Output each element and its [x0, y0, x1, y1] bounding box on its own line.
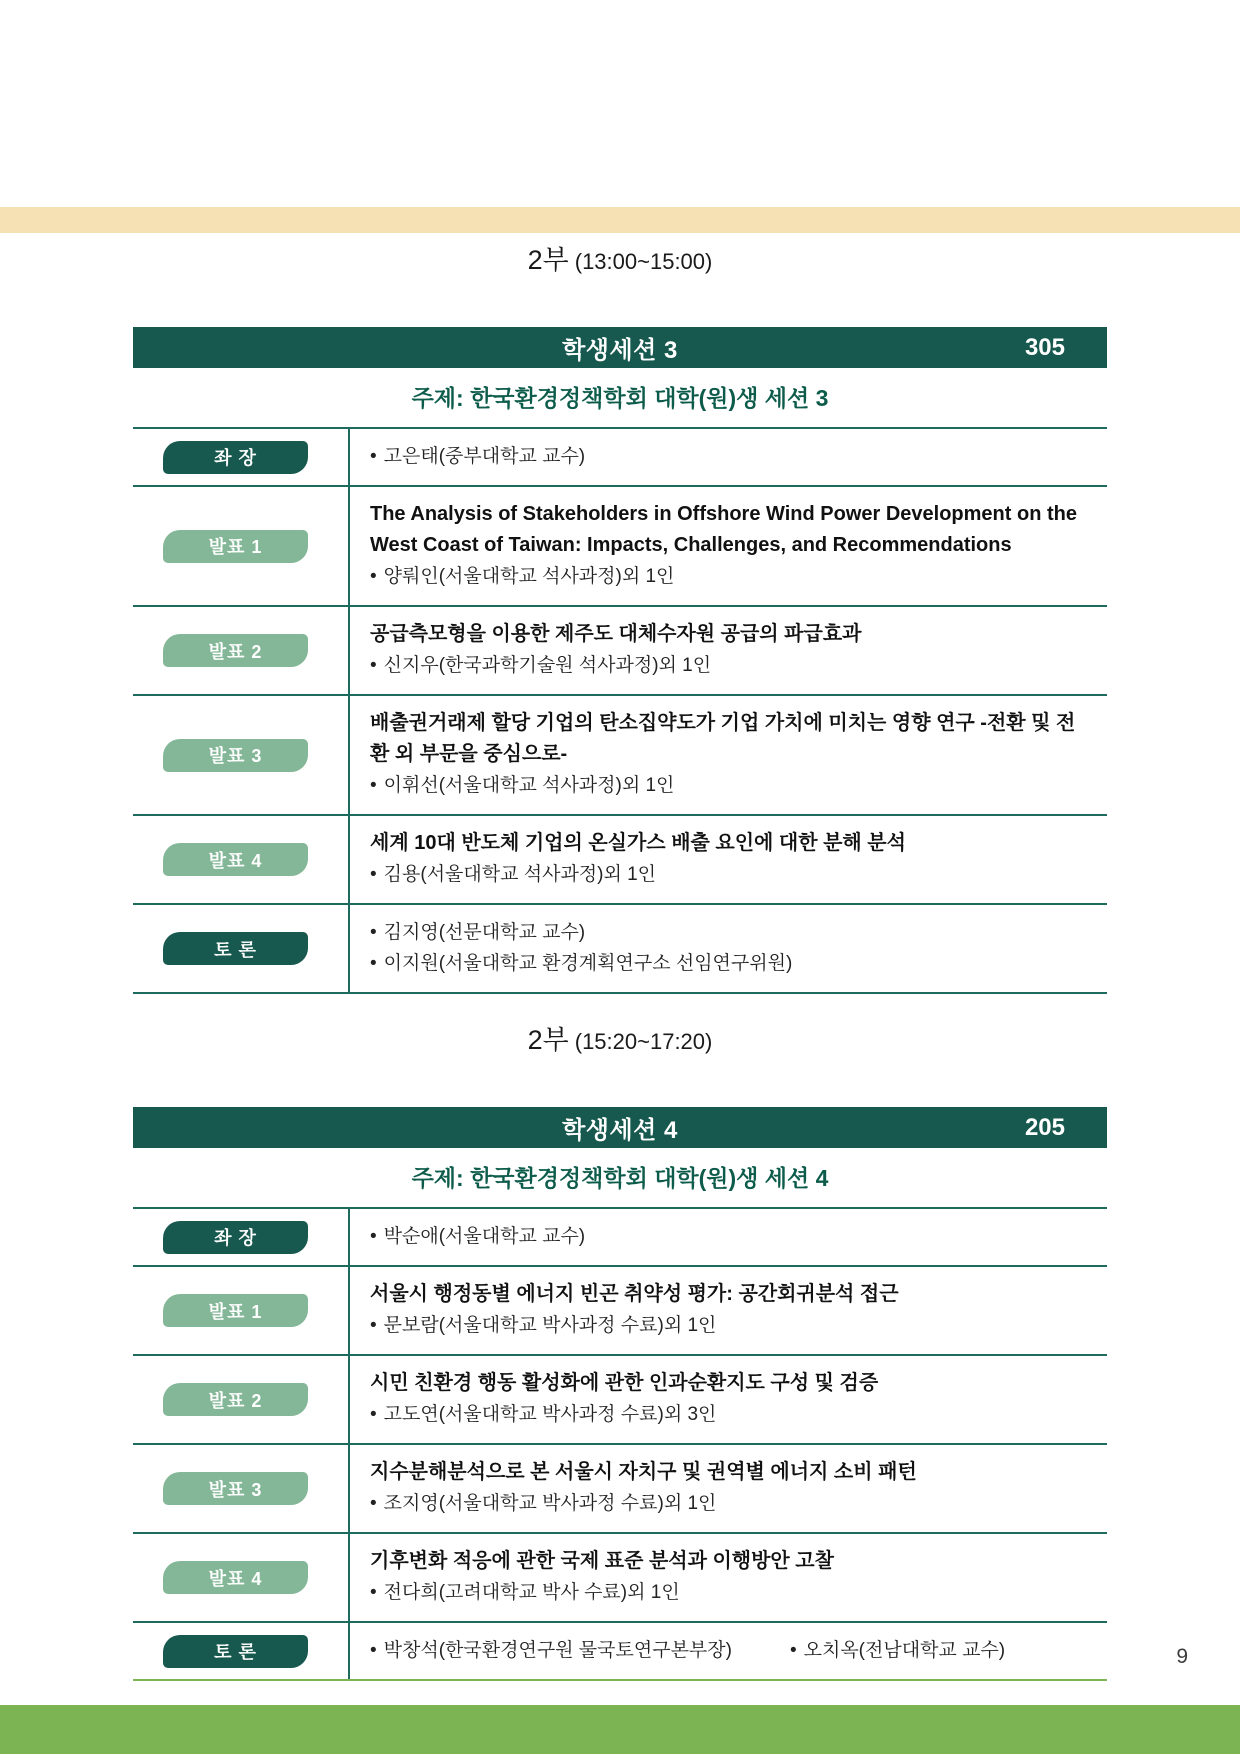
page-number: 9: [1176, 1645, 1188, 1668]
session-subtitle: 주제: 한국환경정책학회 대학(원)생 세션 3: [133, 368, 1107, 429]
row-label-pill: 발표 3: [163, 739, 308, 772]
row-label-cell: [133, 696, 350, 814]
person-line: [370, 650, 1089, 681]
person-name: 양뤄인(서울대학교 석사과정)외 1인: [383, 566, 675, 587]
table-row: [133, 1209, 1107, 1267]
person-line: [370, 770, 1089, 801]
row-content-cell: [350, 1267, 1107, 1354]
row-label-cell: [133, 1267, 350, 1354]
part-time: (15:20~17:20): [574, 1029, 713, 1054]
session-subtitle: 주제: 한국환경정책학회 대학(원)생 세션 4: [133, 1148, 1107, 1209]
person-name: 고도연(서울대학교 박사과정 수료)외 3인: [383, 1404, 717, 1425]
person-line: [370, 859, 1089, 890]
row-label-pill: 발표 1: [163, 1294, 308, 1327]
person-line: [370, 1577, 1089, 1608]
person-name: 오치옥(전남대학교 교수): [803, 1640, 1006, 1661]
row-content-cell: [350, 1534, 1107, 1621]
person-name: 문보람(서울대학교 박사과정 수료)외 1인: [383, 1315, 717, 1336]
row-label-cell: [133, 1356, 350, 1443]
table-row: [133, 1356, 1107, 1445]
session-table: [133, 327, 1107, 994]
person-name: 신지우(한국과학기술원 석사과정)외 1인: [383, 655, 712, 676]
person-line: [790, 1635, 1005, 1666]
presentation-title: 세계 10대 반도체 기업의 온실가스 배출 요인에 대한 분해 분석: [370, 832, 906, 854]
person-line: [370, 1399, 1089, 1430]
row-label-pill: 발표 2: [163, 634, 308, 667]
person-name: 김지영(선문대학교 교수): [383, 922, 586, 943]
person-name: 이휘선(서울대학교 석사과정)외 1인: [383, 775, 675, 796]
session-table: [133, 1107, 1107, 1681]
row-label-pill: 발표 3: [163, 1472, 308, 1505]
row-label-pill: 좌 장: [163, 441, 308, 474]
part-time: (13:00~15:00): [574, 249, 713, 274]
part-label: 2부: [527, 245, 569, 275]
bullet-glyph: •: [370, 566, 377, 587]
bullet-glyph: •: [370, 1582, 377, 1603]
table-row: [133, 429, 1107, 487]
table-row: [133, 905, 1107, 994]
table-row: [133, 607, 1107, 696]
bullet-glyph: •: [370, 1493, 377, 1514]
row-content-cell: [350, 1623, 1107, 1679]
table-row: [133, 816, 1107, 905]
part-label: 2부: [527, 1025, 569, 1055]
presentation-title: The Analysis of Stakeholders in Offshore Wind Power Development on the West Coast of Taiwan: Impacts, Challenges, and Recommendations: [370, 503, 1077, 556]
session-title: 학생세션 3: [562, 337, 678, 364]
row-label-cell: [133, 1623, 350, 1679]
session-header-bar: [133, 327, 1107, 368]
row-label-pill: 발표 2: [163, 1383, 308, 1416]
row-label-cell: [133, 429, 350, 485]
row-label-pill: 발표 4: [163, 1561, 308, 1594]
table-row: [133, 1445, 1107, 1534]
person-line: [370, 1635, 732, 1666]
bullet-glyph: •: [370, 1315, 377, 1336]
bullet-glyph: •: [370, 775, 377, 796]
row-content-cell: [350, 429, 1107, 485]
person-line: [370, 1221, 1089, 1252]
presentation-title: 배출권거래제 할당 기업의 탄소집약도가 기업 가치에 미치는 영향 연구 -전환 및 전환 외 부문을 중심으로-: [370, 712, 1076, 765]
session-title: 학생세션 4: [562, 1117, 678, 1144]
row-label-pill: 좌 장: [163, 1221, 308, 1254]
person-line: [370, 1488, 1089, 1519]
row-label-cell: [133, 1209, 350, 1265]
person-name: 전다희(고려대학교 박사 수료)외 1인: [383, 1582, 680, 1603]
bullet-glyph: •: [370, 953, 377, 974]
row-label-cell: [133, 487, 350, 605]
row-label-cell: [133, 607, 350, 694]
row-content-cell: [350, 816, 1107, 903]
bullet-glyph: •: [370, 655, 377, 676]
person-line: [370, 561, 1089, 592]
row-content-cell: [350, 905, 1107, 992]
person-name: 박창석(한국환경연구원 물국토연구본부장): [383, 1640, 732, 1661]
session-section: [133, 240, 1107, 994]
person-line: [370, 441, 1089, 472]
bullet-glyph: •: [370, 1226, 377, 1247]
bullet-glyph: •: [370, 864, 377, 885]
part-title: [133, 240, 1107, 285]
row-label-pill: 발표 4: [163, 843, 308, 876]
presentation-title: 지수분해분석으로 본 서울시 자치구 및 권역별 에너지 소비 패턴: [370, 1461, 917, 1483]
row-content-cell: [350, 1209, 1107, 1265]
bottom-accent-band: [0, 1705, 1240, 1754]
session-section: [133, 1020, 1107, 1681]
bullet-glyph: •: [789, 1640, 797, 1661]
room-number: 205: [1024, 1113, 1065, 1141]
person-name: 박순애(서울대학교 교수): [383, 1226, 586, 1247]
bullet-glyph: •: [370, 922, 377, 943]
table-row: [133, 1623, 1107, 1681]
presentation-title: 서울시 행정동별 에너지 빈곤 취약성 평가: 공간회귀분석 접근: [370, 1283, 899, 1305]
program-page-content: [133, 240, 1107, 1681]
person-line: [370, 917, 1089, 948]
table-row: [133, 1534, 1107, 1623]
row-content-cell: [350, 1445, 1107, 1532]
person-line: [370, 948, 1089, 979]
row-content-cell: [350, 1356, 1107, 1443]
row-label-cell: [133, 905, 350, 992]
presentation-title: 공급측모형을 이용한 제주도 대체수자원 공급의 파급효과: [370, 623, 862, 645]
row-content-cell: [350, 607, 1107, 694]
person-line-group: [370, 1635, 1089, 1666]
row-label-pill: 토 론: [163, 932, 308, 965]
person-name: 조지영(서울대학교 박사과정 수료)외 1인: [383, 1493, 717, 1514]
bullet-glyph: •: [370, 446, 377, 467]
part-title: [133, 1020, 1107, 1065]
bullet-glyph: •: [370, 1404, 377, 1425]
row-content-cell: [350, 696, 1107, 814]
person-name: 이지원(서울대학교 환경계획연구소 선임연구위원): [383, 953, 793, 974]
bullet-glyph: •: [370, 1640, 377, 1661]
person-name: 김용(서울대학교 석사과정)외 1인: [383, 864, 657, 885]
table-row: [133, 1267, 1107, 1356]
room-number: 305: [1024, 333, 1065, 361]
row-label-cell: [133, 816, 350, 903]
person-name: 고은태(중부대학교 교수): [383, 446, 586, 467]
row-label-pill: 발표 1: [163, 530, 308, 563]
row-label-pill: 토 론: [163, 1635, 308, 1668]
table-row: [133, 696, 1107, 816]
table-row: [133, 487, 1107, 607]
presentation-title: 기후변화 적응에 관한 국제 표준 분석과 이행방안 고찰: [370, 1550, 834, 1572]
row-label-cell: [133, 1534, 350, 1621]
session-header-bar: [133, 1107, 1107, 1148]
person-line: [370, 1310, 1089, 1341]
row-label-cell: [133, 1445, 350, 1532]
row-content-cell: [350, 487, 1107, 605]
top-accent-band: [0, 207, 1240, 233]
presentation-title: 시민 친환경 행동 활성화에 관한 인과순환지도 구성 및 검증: [370, 1372, 879, 1394]
